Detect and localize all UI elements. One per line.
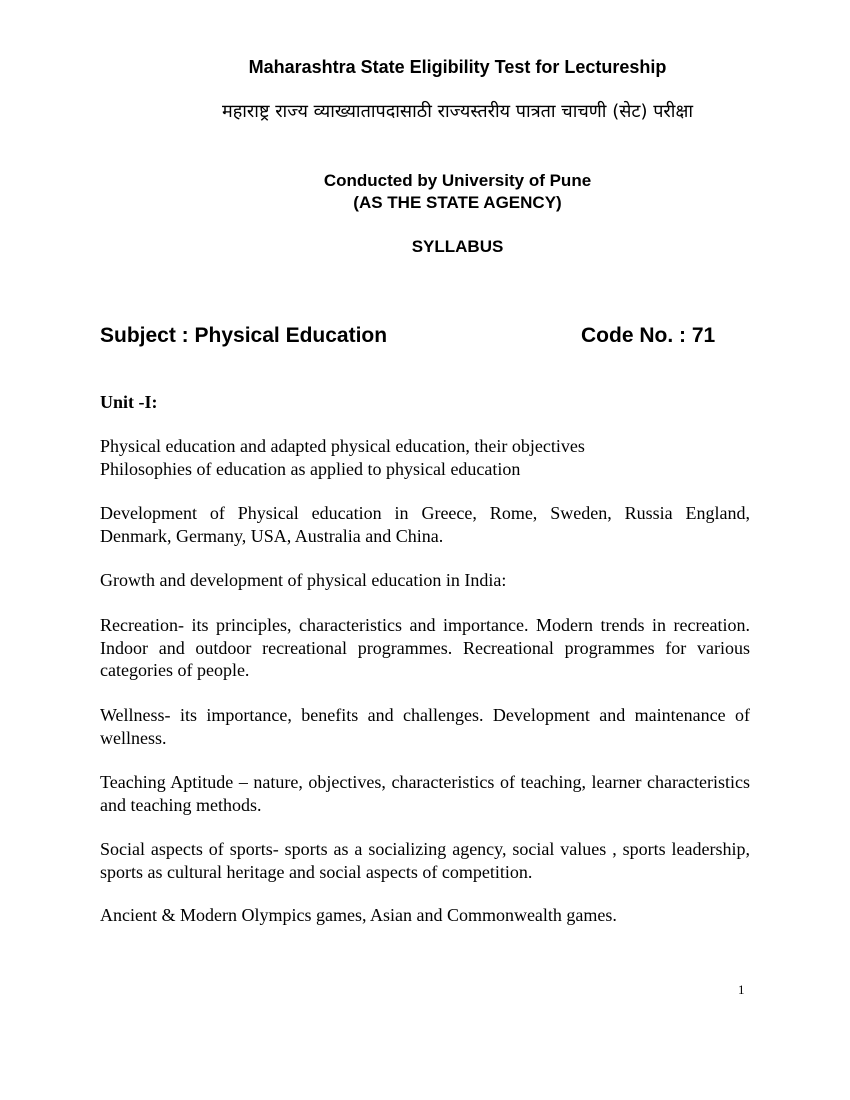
page-number: 1 (738, 982, 745, 997)
paragraph-olympics: Ancient & Modern Olympics games, Asian and Commonwealth games. (100, 905, 617, 925)
conducted-by-line: Conducted by University of Pune (323, 171, 592, 190)
document-title: Maharashtra State Eligibility Test for Lectureship (248, 57, 667, 77)
state-agency-line: (AS THE STATE AGENCY) (353, 193, 562, 212)
document-title-hindi: महाराष्ट्र राज्य व्याख्यातापदासाठी राज्यस्तरीय पात्रता चाचणी (सेट) परीक्षा (221, 101, 694, 122)
subject-row (100, 324, 750, 352)
paragraph-objectives (100, 435, 750, 480)
paragraph-wellness: Wellness- its importance, benefits and challenges. Development and maintenance of wellness. (100, 705, 750, 748)
paragraph-line: Philosophies of education as applied to physical education (100, 458, 521, 479)
syllabus-heading: SYLLABUS (411, 237, 504, 256)
paragraph-growth-india: Growth and development of physical education in India: (100, 570, 507, 590)
paragraph-development: Development of Physical education in Greece, Rome, Sweden, Russia England, Denmark, Germany, USA, Australia and China. (100, 503, 750, 546)
unit-heading: Unit -I: (100, 392, 158, 412)
subject-label: Subject : Physical Education (100, 324, 388, 347)
paragraph-social-aspects: Social aspects of sports- sports as a socializing agency, social values , sports leadership, sports as cultural heritage and social aspects of competition. (100, 839, 750, 882)
conducted-by-block (0, 170, 850, 214)
paragraph-recreation: Recreation- its principles, characteristics and importance. Modern trends in recreation. Indoor and outdoor recreational programmes. Recreational programmes for various categories of people. (100, 615, 750, 680)
subject-code: Code No. : 71 (581, 324, 716, 347)
paragraph-line: Physical education and adapted physical education, their objectives (100, 436, 585, 456)
paragraph-teaching-aptitude: Teaching Aptitude – nature, objectives, characteristics of teaching, learner characteristics and teaching methods. (100, 772, 750, 815)
